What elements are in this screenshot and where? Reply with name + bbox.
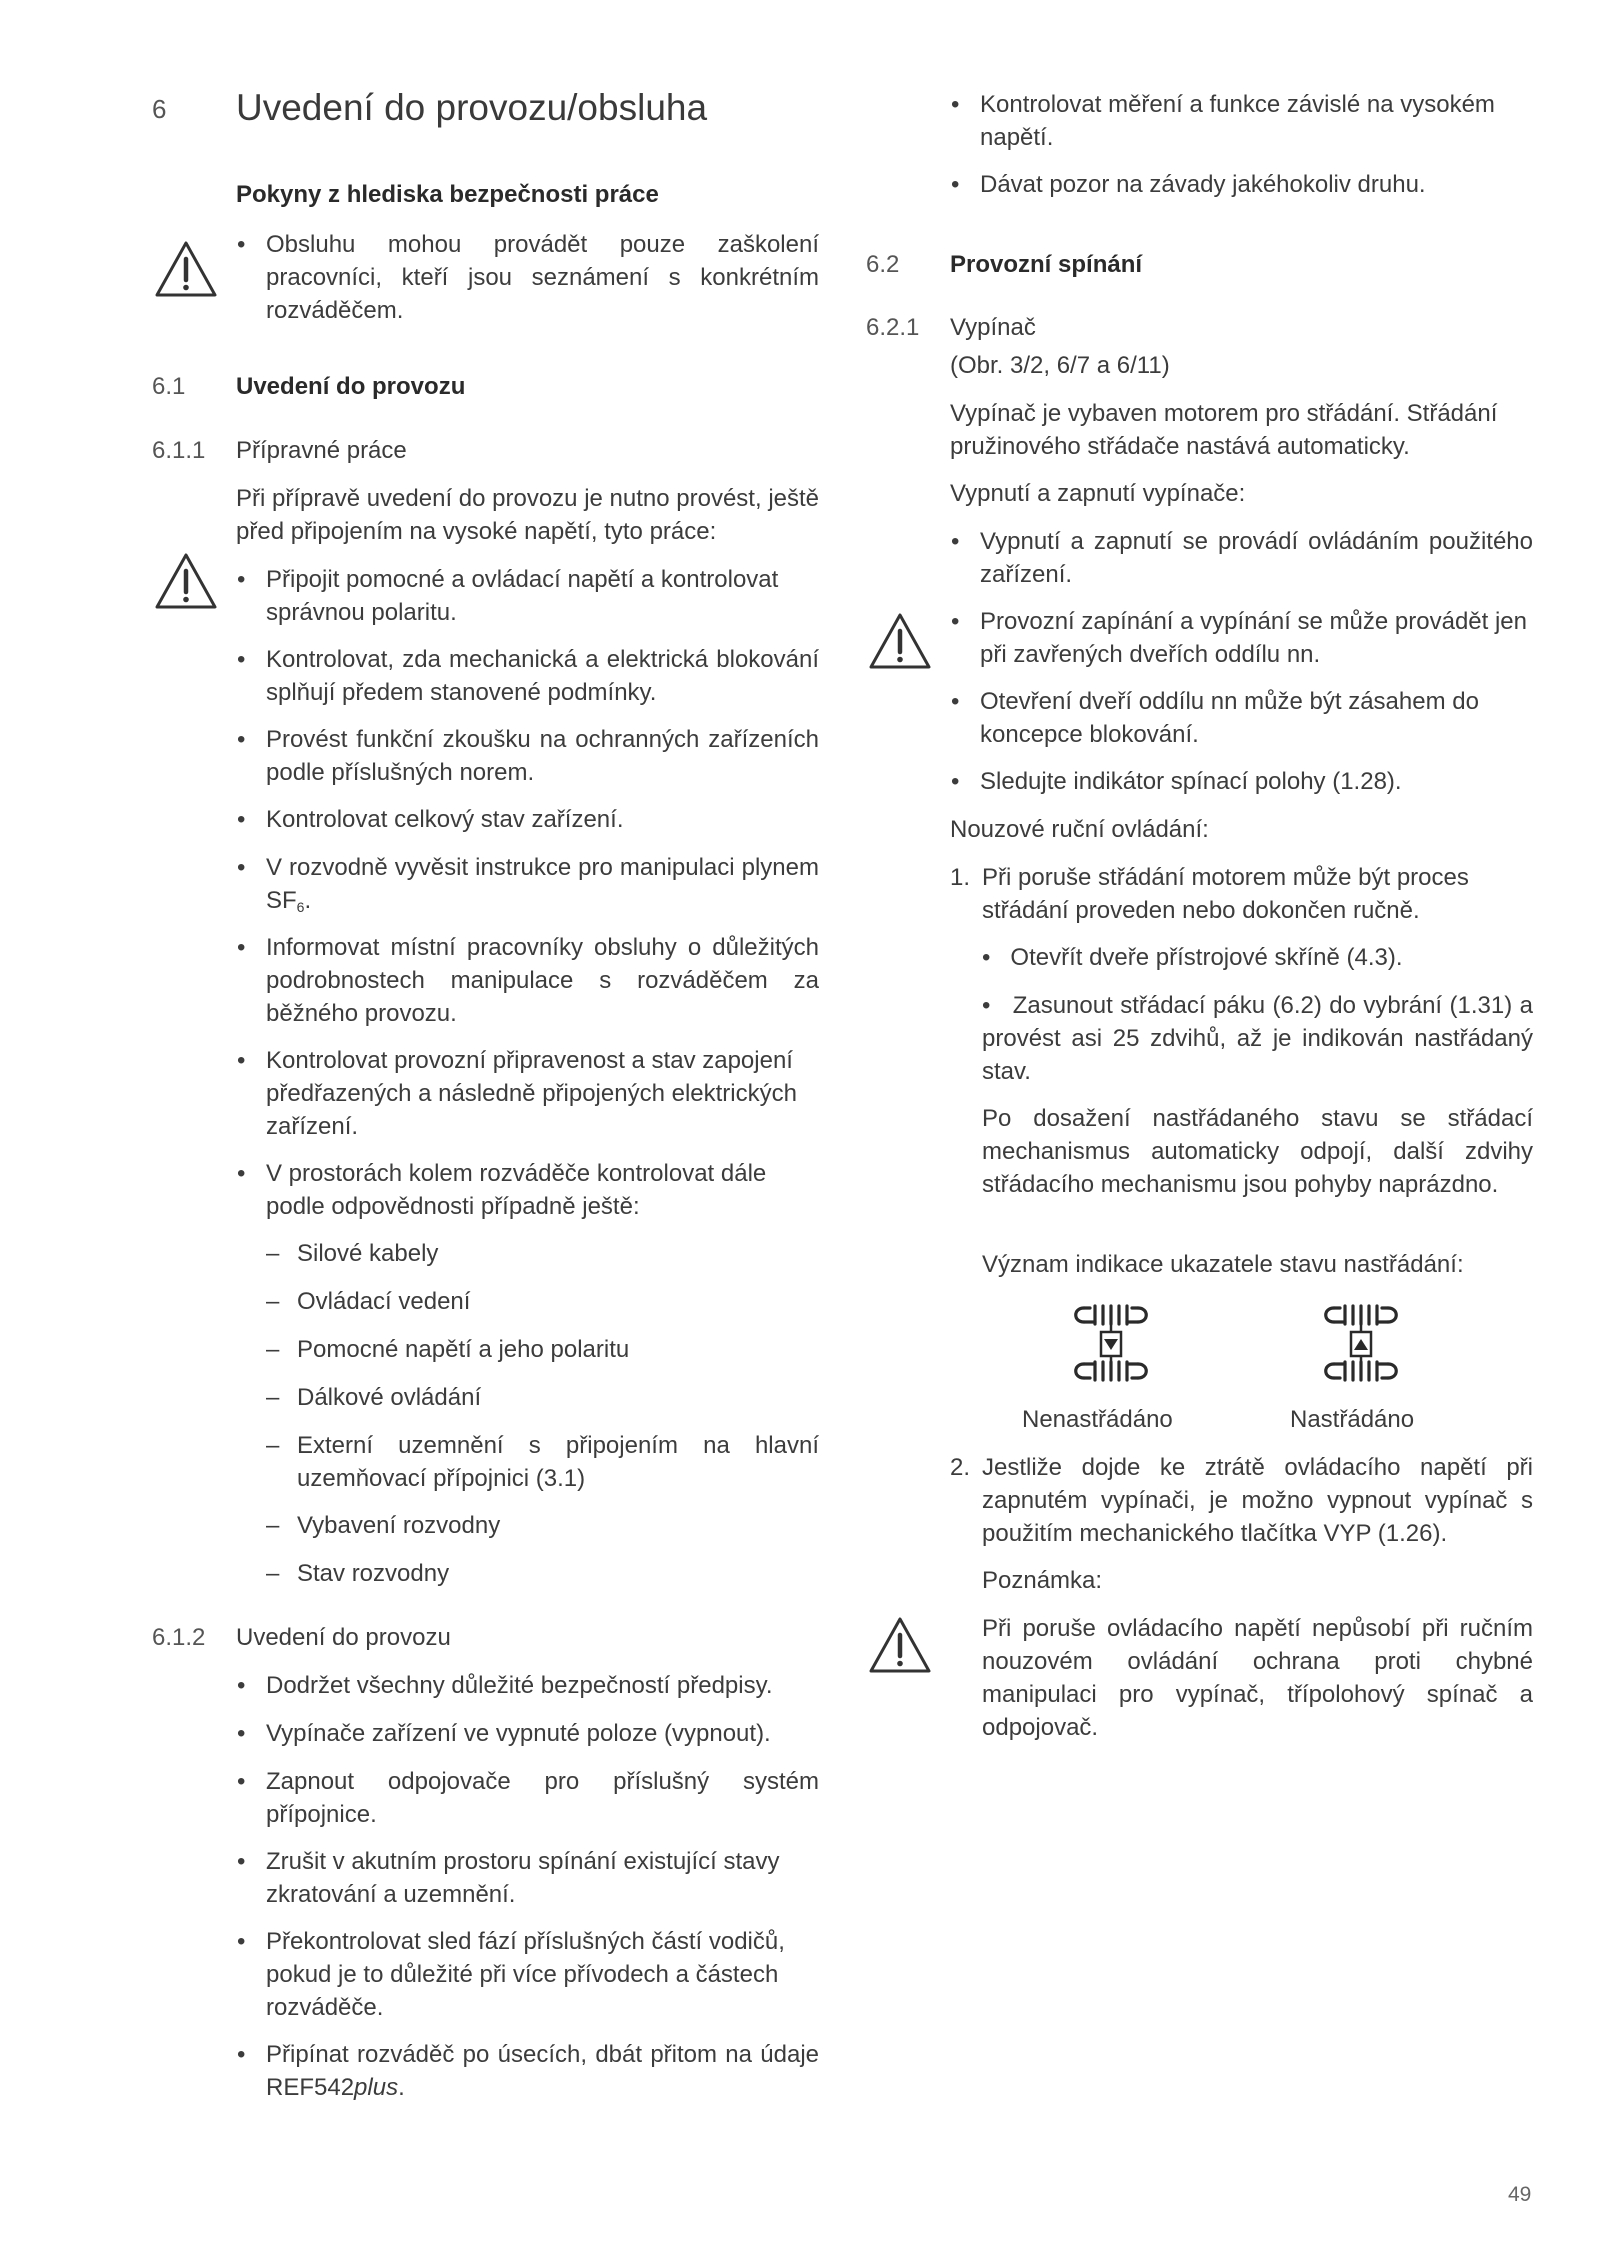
- figure-reference: (Obr. 3/2, 6/7 a 6/11): [950, 352, 1170, 379]
- step-1-text: Při poruše střádání motorem může být proces střádání proveden nebo dokončen ručně.: [982, 864, 1469, 924]
- list-item: • V prostorách kolem rozváděče kontrolovat dále podle odpovědnosti případně ještě:: [237, 1160, 767, 1220]
- indicator-label-charged: Nastřádáno: [1290, 1406, 1415, 1433]
- list-item: • Vypnutí a zapnutí se provádí ovládáním použitého zařízení.: [951, 528, 1533, 588]
- list-item: • Dodržet všechny důležité bezpečností předpisy.: [237, 1672, 773, 1699]
- spring-discharged-icon: [1068, 1300, 1154, 1386]
- list-item: • Zapnout odpojovače pro příslušný systém přípojnice.: [237, 1768, 819, 1828]
- list-item: • V rozvodně vyvěsit instrukce pro manipulaci plynem $SF_6$.: [237, 854, 819, 915]
- safety-bullet: • Obsluhu mohou provádět pouze zaškolení pracovníci, kteří jsou seznámení s konkrétním rozváděčem.: [237, 231, 819, 324]
- indicator-label-discharged: Nenastřádáno: [1022, 1406, 1173, 1433]
- list-item: • Kontrolovat provozní připravenost a stav zapojení předřazených a následně připojených elektrických zařízení.: [237, 1047, 797, 1140]
- step-2-text: Jestliže dojde ke ztrátě ovládacího napětí při zapnutém vypínači, je možno vypnout vypínač s použitím mechanického tlačítka VYP (1.26).: [982, 1454, 1533, 1547]
- step-1-paragraph: Po dosažení nastřádaného stavu se střádací mechanismus automaticky odpojí, další zdvihy střádacího mechanismu jsou pohyby naprázdno.: [982, 1105, 1533, 1198]
- list-item: • Kontrolovat, zda mechanická a elektrická blokování splňují předem stanovené podmínky.: [237, 646, 819, 706]
- list-item: • Provést funkční zkoušku na ochranných zařízeních podle příslušných norem.: [237, 726, 819, 786]
- page-title: Uvedení do provozu/obsluha: [236, 87, 708, 128]
- dash-item: – Ovládací vedení: [266, 1288, 471, 1315]
- section-6-1-1-number: 6.1.1: [152, 437, 206, 464]
- page-number: 49: [1508, 2183, 1532, 2206]
- list-item: • Otevření dveří oddílu nn může být zásahem do koncepce blokování.: [951, 688, 1479, 748]
- list-item: • Provozní zapínání a vypínání se může provádět jen při zavřených dveřích oddílu nn.: [951, 608, 1527, 668]
- paragraph: Vypínač je vybaven motorem pro střádání. Střádání pružinového střádače nastává automaticky.: [950, 400, 1498, 460]
- list-item: • Zrušit v akutním prostoru spínání existující stavy zkratování a uzemnění.: [237, 1848, 780, 1908]
- spring-charged-icon: [1318, 1300, 1404, 1386]
- dash-item: – Silové kabely: [266, 1240, 439, 1267]
- list-item: • Kontrolovat měření a funkce závislé na vysokém napětí.: [951, 91, 1495, 151]
- section-6-2-1-title: Vypínač: [950, 314, 1036, 341]
- warning-icon: [868, 1616, 932, 1674]
- list-item: • Připojit pomocné a ovládací napětí a kontrolovat správnou polaritu.: [237, 566, 779, 626]
- warning-icon: [154, 552, 218, 610]
- section-6-1-2-title: Uvedení do provozu: [236, 1624, 451, 1651]
- list-item: • Kontrolovat celkový stav zařízení.: [237, 806, 624, 833]
- section-6-1-1-intro: Při přípravě uvedení do provozu je nutno provést, ještě před připojením na vysoké napětí, tyto práce:: [236, 485, 820, 545]
- step-2-number: 2.: [950, 1454, 971, 1481]
- note-text: Při poruše ovládacího napětí nepůsobí při ručním nouzovém ovládání ochrana proti chybné manipulaci pro vypínač, třípolohový spínač a odpojovač.: [982, 1615, 1533, 1741]
- section-6-1-title: Uvedení do provozu: [236, 373, 466, 400]
- onoff-heading: Vypnutí a zapnutí vypínače:: [950, 480, 1246, 507]
- warning-icon: [154, 240, 218, 298]
- section-6-1-number: 6.1: [152, 373, 186, 400]
- section-6-2-title: Provozní spínání: [950, 251, 1143, 278]
- emergency-heading: Nouzové ruční ovládání:: [950, 816, 1209, 843]
- note-heading: Poznámka:: [982, 1567, 1103, 1594]
- indicator-heading: Význam indikace ukazatele stavu nastřádání:: [982, 1251, 1464, 1278]
- section-6-2-1-number: 6.2.1: [866, 314, 920, 341]
- list-item: • Vypínače zařízení ve vypnuté poloze (vypnout).: [237, 1720, 771, 1747]
- safety-heading: Pokyny z hlediska bezpečnosti práce: [236, 181, 659, 208]
- dash-item: – Stav rozvodny: [266, 1560, 450, 1587]
- list-item: • Otevřít dveře přístrojové skříně (4.3).: [982, 944, 1403, 971]
- dash-item: – Dálkové ovládání: [266, 1384, 482, 1411]
- list-item: • Dávat pozor na závady jakéhokoliv druhu.: [951, 171, 1426, 198]
- dash-item: – Vybavení rozvodny: [266, 1512, 501, 1539]
- dash-item: – Pomocné napětí a jeho polaritu: [266, 1336, 630, 1363]
- warning-icon: [868, 612, 932, 670]
- list-item: • Zasunout střádací páku (6.2) do vybrání (1.31) a provést asi 25 zdvihů, až je indikován nastřádaný stav.: [982, 992, 1533, 1085]
- section-6-1-2-number: 6.1.2: [152, 1624, 206, 1651]
- list-item: • Informovat místní pracovníky obsluhy o důležitých podrobnostech manipulace s rozváděčem za běžného provozu.: [237, 934, 819, 1027]
- section-6-2-number: 6.2: [866, 251, 900, 278]
- list-item: • Připínat rozváděč po úsecích, dbát přitom na údaje REF542plus.: [237, 2041, 819, 2101]
- step-1-number: 1.: [950, 864, 971, 891]
- chapter-number: 6: [152, 94, 167, 124]
- list-item: • Překontrolovat sled fází příslušných částí vodičů, pokud je to důležité při více přívodech a částech rozváděče.: [237, 1928, 785, 2021]
- list-item: • Sledujte indikátor spínací polohy (1.28).: [951, 768, 1402, 795]
- dash-item: – Externí uzemnění s připojením na hlavní uzemňovací přípojnici (3.1): [266, 1432, 819, 1492]
- section-6-1-1-title: Přípravné práce: [236, 437, 407, 464]
